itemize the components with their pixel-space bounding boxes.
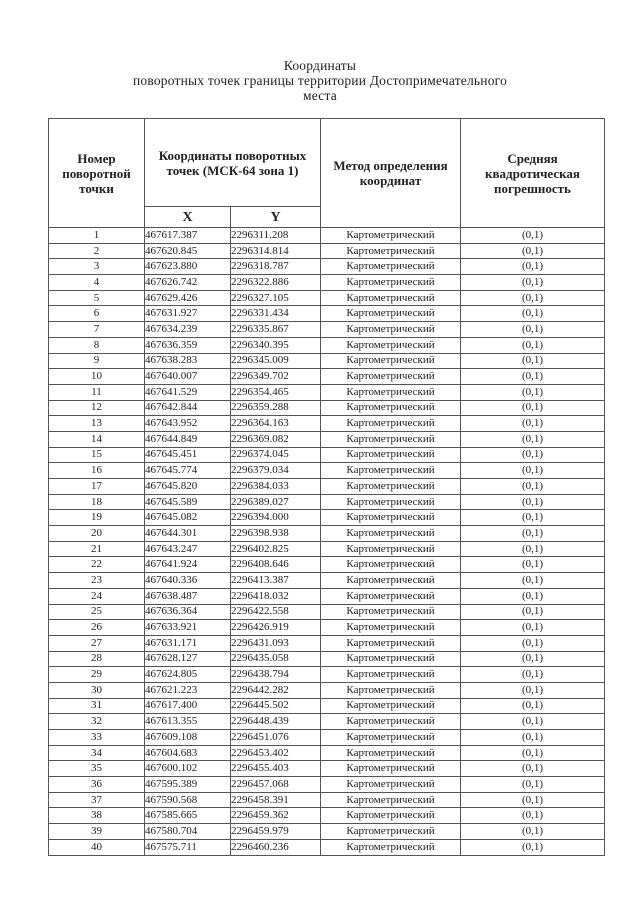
error-cell: (0,1) — [461, 620, 605, 636]
x-coordinate-cell: 467631.171 — [145, 635, 231, 651]
point-number-cell: 22 — [49, 557, 145, 573]
point-number-cell: 11 — [49, 384, 145, 400]
error-cell: (0,1) — [461, 416, 605, 432]
point-number-cell: 8 — [49, 337, 145, 353]
point-number-cell: 12 — [49, 400, 145, 416]
table-row — [49, 369, 605, 385]
error-cell: (0,1) — [461, 353, 605, 369]
error-cell: (0,1) — [461, 275, 605, 291]
table-row — [49, 682, 605, 698]
method-cell: Картометрический — [321, 479, 461, 495]
error-cell: (0,1) — [461, 682, 605, 698]
title-line-1: Координаты — [283, 58, 357, 73]
x-coordinate-cell: 467629.426 — [145, 290, 231, 306]
method-cell: Картометрический — [321, 384, 461, 400]
y-coordinate-cell: 2296455.403 — [231, 761, 321, 777]
y-coordinate-cell: 2296426.919 — [231, 620, 321, 636]
x-coordinate-cell: 467595.389 — [145, 777, 231, 793]
x-coordinate-cell: 467645.589 — [145, 494, 231, 510]
y-coordinate-cell: 2296459.979 — [231, 824, 321, 840]
method-cell: Картометрический — [321, 510, 461, 526]
table-row — [49, 620, 605, 636]
y-coordinate-cell: 2296327.105 — [231, 290, 321, 306]
table-row — [49, 306, 605, 322]
point-number-cell: 32 — [49, 714, 145, 730]
point-number-cell: 34 — [49, 745, 145, 761]
error-cell: (0,1) — [461, 447, 605, 463]
y-coordinate-cell: 2296369.082 — [231, 431, 321, 447]
error-cell: (0,1) — [461, 510, 605, 526]
x-coordinate-cell: 467585.665 — [145, 808, 231, 824]
table-row — [49, 792, 605, 808]
method-cell: Картометрический — [321, 228, 461, 244]
error-cell: (0,1) — [461, 337, 605, 353]
point-number-cell: 38 — [49, 808, 145, 824]
y-coordinate-cell: 2296451.076 — [231, 730, 321, 746]
table-row — [49, 431, 605, 447]
method-cell: Картометрический — [321, 698, 461, 714]
error-cell: (0,1) — [461, 792, 605, 808]
y-coordinate-cell: 2296448.439 — [231, 714, 321, 730]
table-row — [49, 651, 605, 667]
x-coordinate-cell: 467613.355 — [145, 714, 231, 730]
y-coordinate-cell: 2296379.034 — [231, 463, 321, 479]
error-cell: (0,1) — [461, 588, 605, 604]
error-cell: (0,1) — [461, 322, 605, 338]
error-cell: (0,1) — [461, 384, 605, 400]
y-coordinate-cell: 2296335.867 — [231, 322, 321, 338]
method-cell: Картометрический — [321, 322, 461, 338]
table-row — [49, 808, 605, 824]
y-coordinate-cell: 2296402.825 — [231, 541, 321, 557]
header-point-number: Номер поворотной точки — [49, 119, 145, 228]
y-coordinate-cell: 2296460.236 — [231, 839, 321, 855]
x-coordinate-cell: 467590.568 — [145, 792, 231, 808]
method-cell: Картометрический — [321, 243, 461, 259]
header-x: X — [145, 207, 231, 228]
y-coordinate-cell: 2296459.362 — [231, 808, 321, 824]
x-coordinate-cell: 467604.683 — [145, 745, 231, 761]
table-row — [49, 275, 605, 291]
y-coordinate-cell: 2296438.794 — [231, 667, 321, 683]
header-coordinates: Координаты поворотных точек (МСК-64 зона 1) — [145, 119, 321, 207]
error-cell: (0,1) — [461, 698, 605, 714]
error-cell: (0,1) — [461, 431, 605, 447]
x-coordinate-cell: 467617.400 — [145, 698, 231, 714]
error-cell: (0,1) — [461, 228, 605, 244]
y-coordinate-cell: 2296331.434 — [231, 306, 321, 322]
table-row — [49, 761, 605, 777]
point-number-cell: 19 — [49, 510, 145, 526]
point-number-cell: 15 — [49, 447, 145, 463]
error-cell: (0,1) — [461, 557, 605, 573]
table-row — [49, 243, 605, 259]
point-number-cell: 33 — [49, 730, 145, 746]
method-cell: Картометрический — [321, 667, 461, 683]
point-number-cell: 37 — [49, 792, 145, 808]
point-number-cell: 21 — [49, 541, 145, 557]
error-cell: (0,1) — [461, 526, 605, 542]
error-cell: (0,1) — [461, 290, 605, 306]
x-coordinate-cell: 467644.301 — [145, 526, 231, 542]
table-row — [49, 463, 605, 479]
x-coordinate-cell: 467640.007 — [145, 369, 231, 385]
table-header — [49, 119, 605, 228]
point-number-cell: 40 — [49, 839, 145, 855]
method-cell: Картометрический — [321, 541, 461, 557]
error-cell: (0,1) — [461, 369, 605, 385]
y-coordinate-cell: 2296442.282 — [231, 682, 321, 698]
error-cell: (0,1) — [461, 714, 605, 730]
error-cell: (0,1) — [461, 463, 605, 479]
x-coordinate-cell: 467631.927 — [145, 306, 231, 322]
table-row — [49, 604, 605, 620]
x-coordinate-cell: 467626.742 — [145, 275, 231, 291]
method-cell: Картометрический — [321, 526, 461, 542]
y-coordinate-cell: 2296349.702 — [231, 369, 321, 385]
error-cell: (0,1) — [461, 839, 605, 855]
title-line-2: поворотных точек границы территории Достопримечательного — [132, 73, 508, 88]
point-number-cell: 9 — [49, 353, 145, 369]
table-row — [49, 322, 605, 338]
table-row — [49, 635, 605, 651]
point-number-cell: 30 — [49, 682, 145, 698]
method-cell: Картометрический — [321, 275, 461, 291]
x-coordinate-cell: 467575.711 — [145, 839, 231, 855]
method-cell: Картометрический — [321, 463, 461, 479]
x-coordinate-cell: 467633.921 — [145, 620, 231, 636]
point-number-cell: 23 — [49, 573, 145, 589]
point-number-cell: 39 — [49, 824, 145, 840]
method-cell: Картометрический — [321, 651, 461, 667]
y-coordinate-cell: 2296458.391 — [231, 792, 321, 808]
method-cell: Картометрический — [321, 447, 461, 463]
table-row — [49, 526, 605, 542]
title-line-3: места — [303, 88, 337, 103]
method-cell: Картометрический — [321, 730, 461, 746]
error-cell: (0,1) — [461, 808, 605, 824]
point-number-cell: 31 — [49, 698, 145, 714]
table-row — [49, 353, 605, 369]
table-row — [49, 730, 605, 746]
y-coordinate-cell: 2296374.045 — [231, 447, 321, 463]
table-row — [49, 667, 605, 683]
point-number-cell: 7 — [49, 322, 145, 338]
error-cell: (0,1) — [461, 573, 605, 589]
method-cell: Картометрический — [321, 400, 461, 416]
method-cell: Картометрический — [321, 682, 461, 698]
y-coordinate-cell: 2296384.033 — [231, 479, 321, 495]
y-coordinate-cell: 2296398.938 — [231, 526, 321, 542]
error-cell: (0,1) — [461, 541, 605, 557]
table-row — [49, 777, 605, 793]
y-coordinate-cell: 2296322.886 — [231, 275, 321, 291]
error-cell: (0,1) — [461, 494, 605, 510]
method-cell: Картометрический — [321, 369, 461, 385]
method-cell: Картометрический — [321, 290, 461, 306]
point-number-cell: 10 — [49, 369, 145, 385]
method-cell: Картометрический — [321, 761, 461, 777]
y-coordinate-cell: 2296359.288 — [231, 400, 321, 416]
point-number-cell: 25 — [49, 604, 145, 620]
y-coordinate-cell: 2296445.502 — [231, 698, 321, 714]
x-coordinate-cell: 467609.108 — [145, 730, 231, 746]
table-row — [49, 698, 605, 714]
method-cell: Картометрический — [321, 620, 461, 636]
coordinates-table — [48, 118, 605, 856]
table-row — [49, 416, 605, 432]
x-coordinate-cell: 467600.102 — [145, 761, 231, 777]
table-row — [49, 400, 605, 416]
x-coordinate-cell: 467643.247 — [145, 541, 231, 557]
x-coordinate-cell: 467628.127 — [145, 651, 231, 667]
x-coordinate-cell: 467640.336 — [145, 573, 231, 589]
y-coordinate-cell: 2296389.027 — [231, 494, 321, 510]
table-row — [49, 290, 605, 306]
error-cell: (0,1) — [461, 777, 605, 793]
error-cell: (0,1) — [461, 730, 605, 746]
point-number-cell: 27 — [49, 635, 145, 651]
method-cell: Картометрический — [321, 839, 461, 855]
x-coordinate-cell: 467641.924 — [145, 557, 231, 573]
header-method: Метод определения координат — [321, 119, 461, 228]
x-coordinate-cell: 467638.283 — [145, 353, 231, 369]
error-cell: (0,1) — [461, 259, 605, 275]
y-coordinate-cell: 2296364.163 — [231, 416, 321, 432]
document-title — [0, 58, 640, 103]
error-cell: (0,1) — [461, 667, 605, 683]
method-cell: Картометрический — [321, 808, 461, 824]
error-cell: (0,1) — [461, 745, 605, 761]
method-cell: Картометрический — [321, 745, 461, 761]
x-coordinate-cell: 467621.223 — [145, 682, 231, 698]
point-number-cell: 20 — [49, 526, 145, 542]
point-number-cell: 28 — [49, 651, 145, 667]
error-cell: (0,1) — [461, 761, 605, 777]
method-cell: Картометрический — [321, 494, 461, 510]
error-cell: (0,1) — [461, 479, 605, 495]
point-number-cell: 1 — [49, 228, 145, 244]
point-number-cell: 24 — [49, 588, 145, 604]
x-coordinate-cell: 467617.387 — [145, 228, 231, 244]
x-coordinate-cell: 467641.529 — [145, 384, 231, 400]
x-coordinate-cell: 467636.359 — [145, 337, 231, 353]
y-coordinate-cell: 2296431.093 — [231, 635, 321, 651]
error-cell: (0,1) — [461, 604, 605, 620]
point-number-cell: 35 — [49, 761, 145, 777]
x-coordinate-cell: 467644.849 — [145, 431, 231, 447]
point-number-cell: 16 — [49, 463, 145, 479]
error-cell: (0,1) — [461, 400, 605, 416]
y-coordinate-cell: 2296354.465 — [231, 384, 321, 400]
x-coordinate-cell: 467623.880 — [145, 259, 231, 275]
x-coordinate-cell: 467580.704 — [145, 824, 231, 840]
table-row — [49, 384, 605, 400]
y-coordinate-cell: 2296418.032 — [231, 588, 321, 604]
point-number-cell: 5 — [49, 290, 145, 306]
method-cell: Картометрический — [321, 259, 461, 275]
method-cell: Картометрический — [321, 604, 461, 620]
error-cell: (0,1) — [461, 243, 605, 259]
point-number-cell: 14 — [49, 431, 145, 447]
x-coordinate-cell: 467642.844 — [145, 400, 231, 416]
x-coordinate-cell: 467624.805 — [145, 667, 231, 683]
table-row — [49, 541, 605, 557]
error-cell: (0,1) — [461, 651, 605, 667]
y-coordinate-cell: 2296318.787 — [231, 259, 321, 275]
point-number-cell: 2 — [49, 243, 145, 259]
method-cell: Картометрический — [321, 431, 461, 447]
point-number-cell: 36 — [49, 777, 145, 793]
method-cell: Картометрический — [321, 557, 461, 573]
point-number-cell: 6 — [49, 306, 145, 322]
method-cell: Картометрический — [321, 588, 461, 604]
table-row — [49, 337, 605, 353]
x-coordinate-cell: 467645.451 — [145, 447, 231, 463]
point-number-cell: 4 — [49, 275, 145, 291]
x-coordinate-cell: 467620.845 — [145, 243, 231, 259]
y-coordinate-cell: 2296457.068 — [231, 777, 321, 793]
x-coordinate-cell: 467638.487 — [145, 588, 231, 604]
y-coordinate-cell: 2296422.558 — [231, 604, 321, 620]
x-coordinate-cell: 467645.082 — [145, 510, 231, 526]
error-cell: (0,1) — [461, 824, 605, 840]
point-number-cell: 29 — [49, 667, 145, 683]
table-row — [49, 494, 605, 510]
method-cell: Картометрический — [321, 416, 461, 432]
table-row — [49, 557, 605, 573]
method-cell: Картометрический — [321, 714, 461, 730]
y-coordinate-cell: 2296453.402 — [231, 745, 321, 761]
method-cell: Картометрический — [321, 337, 461, 353]
y-coordinate-cell: 2296340.395 — [231, 337, 321, 353]
x-coordinate-cell: 467645.820 — [145, 479, 231, 495]
table-row — [49, 745, 605, 761]
point-number-cell: 17 — [49, 479, 145, 495]
table-row — [49, 588, 605, 604]
method-cell: Картометрический — [321, 777, 461, 793]
table-row — [49, 714, 605, 730]
point-number-cell: 26 — [49, 620, 145, 636]
y-coordinate-cell: 2296435.058 — [231, 651, 321, 667]
point-number-cell: 13 — [49, 416, 145, 432]
table-body — [49, 228, 605, 856]
error-cell: (0,1) — [461, 635, 605, 651]
method-cell: Картометрический — [321, 306, 461, 322]
y-coordinate-cell: 2296408.646 — [231, 557, 321, 573]
header-error: Средняя квадротическая погрешность — [461, 119, 605, 228]
header-y: Y — [231, 207, 321, 228]
x-coordinate-cell: 467643.952 — [145, 416, 231, 432]
table-row — [49, 447, 605, 463]
table-row — [49, 479, 605, 495]
table-row — [49, 573, 605, 589]
table-row — [49, 824, 605, 840]
point-number-cell: 3 — [49, 259, 145, 275]
table-row — [49, 510, 605, 526]
table-row — [49, 839, 605, 855]
method-cell: Картометрический — [321, 573, 461, 589]
table-row — [49, 228, 605, 244]
y-coordinate-cell: 2296345.009 — [231, 353, 321, 369]
table-row — [49, 259, 605, 275]
method-cell: Картометрический — [321, 635, 461, 651]
y-coordinate-cell: 2296314.814 — [231, 243, 321, 259]
x-coordinate-cell: 467645.774 — [145, 463, 231, 479]
method-cell: Картометрический — [321, 824, 461, 840]
x-coordinate-cell: 467636.364 — [145, 604, 231, 620]
point-number-cell: 18 — [49, 494, 145, 510]
y-coordinate-cell: 2296413.387 — [231, 573, 321, 589]
error-cell: (0,1) — [461, 306, 605, 322]
y-coordinate-cell: 2296394.000 — [231, 510, 321, 526]
y-coordinate-cell: 2296311.208 — [231, 228, 321, 244]
method-cell: Картометрический — [321, 792, 461, 808]
x-coordinate-cell: 467634.239 — [145, 322, 231, 338]
method-cell: Картометрический — [321, 353, 461, 369]
